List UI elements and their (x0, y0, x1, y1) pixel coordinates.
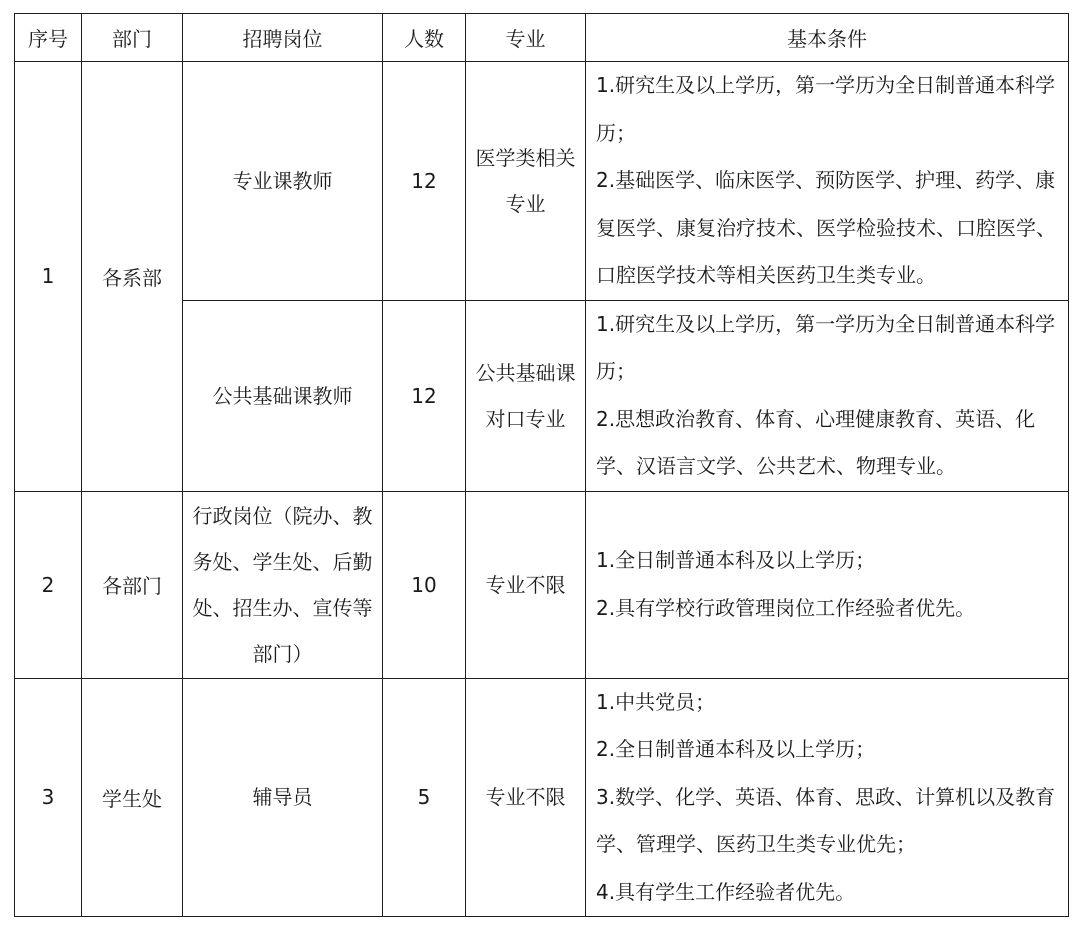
table-row (15, 678, 1069, 917)
cell-major: 公共基础课对口专业 (466, 300, 586, 491)
cell-dept: 各系部 (82, 62, 183, 492)
header-conditions: 基本条件 (586, 14, 1069, 62)
cell-major: 医学类相关专业 (466, 62, 586, 301)
cell-seq: 3 (15, 678, 82, 917)
cell-major: 专业不限 (466, 678, 586, 917)
cell-conditions (586, 62, 1069, 301)
cell-position: 公共基础课教师 (183, 300, 383, 491)
header-major: 专业 (466, 14, 586, 62)
cell-dept: 学生处 (82, 678, 183, 917)
header-count: 人数 (383, 14, 466, 62)
condition-item: 2.基础医学、临床医学、预防医学、护理、药学、康复医学、康复治疗技术、医学检验技术、口腔医学、口腔医学技术等相关医药卫生类专业。 (596, 168, 1056, 287)
condition-item: 2.思想政治教育、体育、心理健康教育、英语、化学、汉语言文学、公共艺术、物理专业。 (596, 406, 1036, 478)
cell-seq: 2 (15, 491, 82, 678)
header-seq: 序号 (15, 14, 82, 62)
table-row (15, 62, 1069, 301)
cell-count: 10 (383, 491, 466, 678)
condition-item: 3.数学、化学、英语、体育、思政、计算机以及教育学、管理学、医药卫生类专业优先； (596, 784, 1056, 856)
cell-seq: 1 (15, 62, 82, 492)
cell-position: 专业课教师 (183, 62, 383, 301)
condition-item: 1.研究生及以上学历，第一学历为全日制普通本科学历； (596, 311, 1056, 383)
cell-major: 专业不限 (466, 491, 586, 678)
header-dept: 部门 (82, 14, 183, 62)
cell-dept: 各部门 (82, 491, 183, 678)
table-row (15, 491, 1069, 678)
condition-item: 1.中共党员； (596, 689, 716, 714)
condition-item: 2.全日制普通本科及以上学历； (596, 737, 876, 761)
condition-item: 1.研究生及以上学历，第一学历为全日制普通本科学历； (596, 73, 1056, 145)
condition-item: 2.具有学校行政管理岗位工作经验者优先。 (596, 595, 976, 620)
cell-position: 行政岗位（院办、教务处、学生处、后勤处、招生办、宣传等部门） (183, 491, 383, 678)
cell-count: 12 (383, 62, 466, 301)
header-row (15, 14, 1069, 62)
cell-conditions (586, 300, 1069, 491)
cell-count: 5 (383, 678, 466, 917)
cell-count: 12 (383, 300, 466, 491)
cell-conditions (586, 678, 1069, 917)
header-position: 招聘岗位 (183, 14, 383, 62)
condition-item: 4.具有学生工作经验者优先。 (596, 879, 856, 904)
cell-conditions (586, 491, 1069, 678)
condition-item: 1.全日制普通本科及以上学历； (596, 548, 876, 572)
cell-position: 辅导员 (183, 678, 383, 917)
recruitment-table (14, 13, 1069, 917)
